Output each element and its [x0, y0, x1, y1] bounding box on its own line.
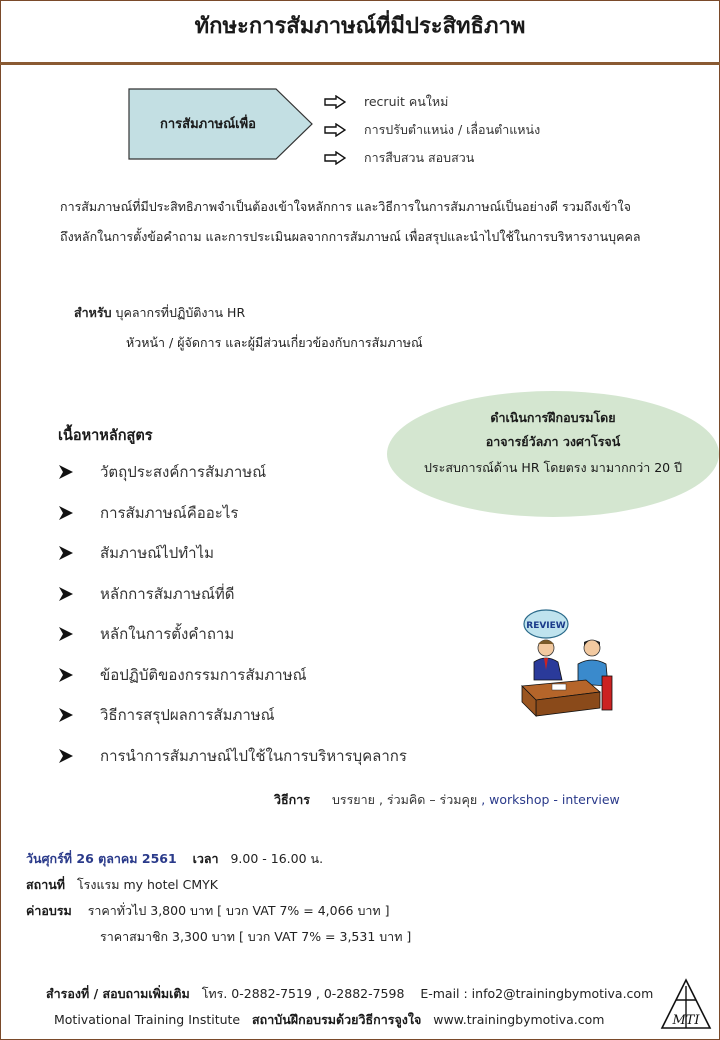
trainer-intro: ดำเนินการฝึกอบรมโดย: [490, 410, 616, 425]
content-item-text: วัตถุประสงค์การสัมภาษณ์: [100, 463, 267, 482]
content-item: [58, 614, 478, 655]
email-link[interactable]: E-mail : info2@trainingbymotiva.com: [420, 986, 654, 1001]
arrow-bullet-icon: [58, 464, 74, 480]
fee-label: ค่าอบรม: [26, 903, 72, 918]
title-divider: [0, 62, 720, 65]
fee-member: ราคาสมาชิก 3,300 บาท [ บวก VAT 7% = 3,531 บาท ]: [100, 929, 412, 944]
content-item-text: การสัมภาษณ์คืออะไร: [100, 503, 239, 522]
contact-line: [46, 984, 653, 1004]
bubble-text: REVIEW: [526, 621, 566, 631]
trainer-name: อาจารย์วัลภา วงศาโรจน์: [485, 434, 621, 449]
method-line: [274, 790, 620, 810]
content-list: [58, 452, 478, 776]
audience-block: [74, 298, 634, 358]
purpose-item: [324, 144, 624, 172]
content-item: [58, 452, 478, 493]
purpose-list: [324, 88, 624, 172]
purpose-item: [324, 88, 624, 116]
org-name-en: Motivational Training Institute: [54, 1012, 241, 1027]
arrow-bullet-icon: [58, 586, 74, 602]
arrow-bullet-icon: [58, 667, 74, 683]
content-item: [58, 736, 478, 777]
org-name-th: สถาบันฝึกอบรมด้วยวิธีการจูงใจ: [252, 1012, 422, 1027]
time-label: เวลา: [192, 851, 219, 866]
arrow-right-icon: [324, 95, 346, 109]
arrow-bullet-icon: [58, 505, 74, 521]
trainer-experience: ประสบการณ์ด้าน HR โดยตรง มามากกว่า 20 ปี: [423, 460, 683, 475]
content-item-text: หลักในการตั้งคำถาม: [100, 625, 235, 644]
purpose-item-text: การปรับตำแหน่ง / เลื่อนตำแหน่ง: [364, 122, 541, 137]
website-link[interactable]: www.trainingbymotiva.com: [433, 1012, 605, 1027]
arrow-bullet-icon: [58, 545, 74, 561]
arrow-right-icon: [324, 123, 346, 137]
audience-label: สำหรับ: [74, 305, 112, 320]
content-item-text: สัมภาษณ์ไปทำไม: [100, 544, 214, 563]
method-label: วิธีการ: [274, 792, 310, 807]
content-item-text: วิธีการสรุปผลการสัมภาษณ์: [100, 706, 275, 725]
contact-label: สำรองที่ / สอบถามเพิ่มเติม: [46, 986, 190, 1001]
content-item: [58, 493, 478, 534]
content-title: เนื้อหาหลักสูตร: [58, 428, 153, 444]
content-item: [58, 533, 478, 574]
content-item-text: ข้อปฏิบัติของกรรมการสัมภาษณ์: [100, 665, 307, 684]
event-time: 9.00 - 16.00 น.: [230, 851, 324, 866]
arrow-bullet-icon: [58, 626, 74, 642]
venue-text: โรงแรม my hotel CMYK: [76, 877, 218, 892]
purpose-item-text: การสืบสวน สอบสวน: [364, 150, 475, 165]
event-date: วันศุกร์ที่ 26 ตุลาคม 2561: [26, 851, 177, 866]
method-text: บรรยาย , ร่วมคิด – ร่วมคุย: [331, 792, 478, 807]
audience-line: หัวหน้า / ผู้จัดการ และผู้มีส่วนเกี่ยวข้องกับการสัมภาษณ์: [126, 335, 423, 350]
venue-label: สถานที่: [26, 877, 66, 892]
audience-line: บุคลากรที่ปฏิบัติงาน HR: [115, 305, 246, 320]
page-title: ทักษะการสัมภาษณ์ที่มีประสิทธิภาพ: [194, 14, 526, 39]
schedule-block: [26, 846, 411, 950]
interview-clipart: [516, 604, 614, 726]
intro-line: การสัมภาษณ์ที่มีประสิทธิภาพจำเป็นต้องเข้าใจหลักการ และวิธีการในการสัมภาษณ์เป็นอย่างดี รวมถึงเข้าใจ: [60, 199, 631, 214]
phone-text: โทร. 0-2882-7519 , 0-2882-7598: [201, 986, 405, 1001]
purpose-box: [128, 88, 314, 160]
mti-logo: [660, 978, 712, 1030]
intro-paragraph: [60, 192, 680, 252]
content-item-text: หลักการสัมภาษณ์ที่ดี: [100, 584, 235, 603]
arrow-bullet-icon: [58, 748, 74, 764]
purpose-item: [324, 116, 624, 144]
intro-line: ถึงหลักในการตั้งข้อคำถาม และการประเมินผลจากการสัมภาษณ์ เพื่อสรุปและนำไปใช้ในการบริหารงานบุคคล: [60, 229, 641, 244]
method-interview: - interview: [553, 792, 620, 807]
method-workshop: , workshop: [481, 792, 550, 807]
purpose-item-text: recruit คนใหม่: [364, 94, 449, 109]
content-item: [58, 695, 478, 736]
content-item: [58, 574, 478, 615]
org-line: [54, 1010, 604, 1030]
arrow-bullet-icon: [58, 707, 74, 723]
fee-general: ราคาทั่วไป 3,800 บาท [ บวก VAT 7% = 4,066 บาท ]: [87, 903, 390, 918]
content-item: [58, 655, 478, 696]
arrow-right-icon: [324, 151, 346, 165]
purpose-label: การสัมภาษณ์เพื่อ: [160, 117, 256, 132]
logo-text: MTI: [672, 1013, 700, 1028]
content-item-text: การนำการสัมภาษณ์ไปใช้ในการบริหารบุคลากร: [100, 746, 407, 765]
